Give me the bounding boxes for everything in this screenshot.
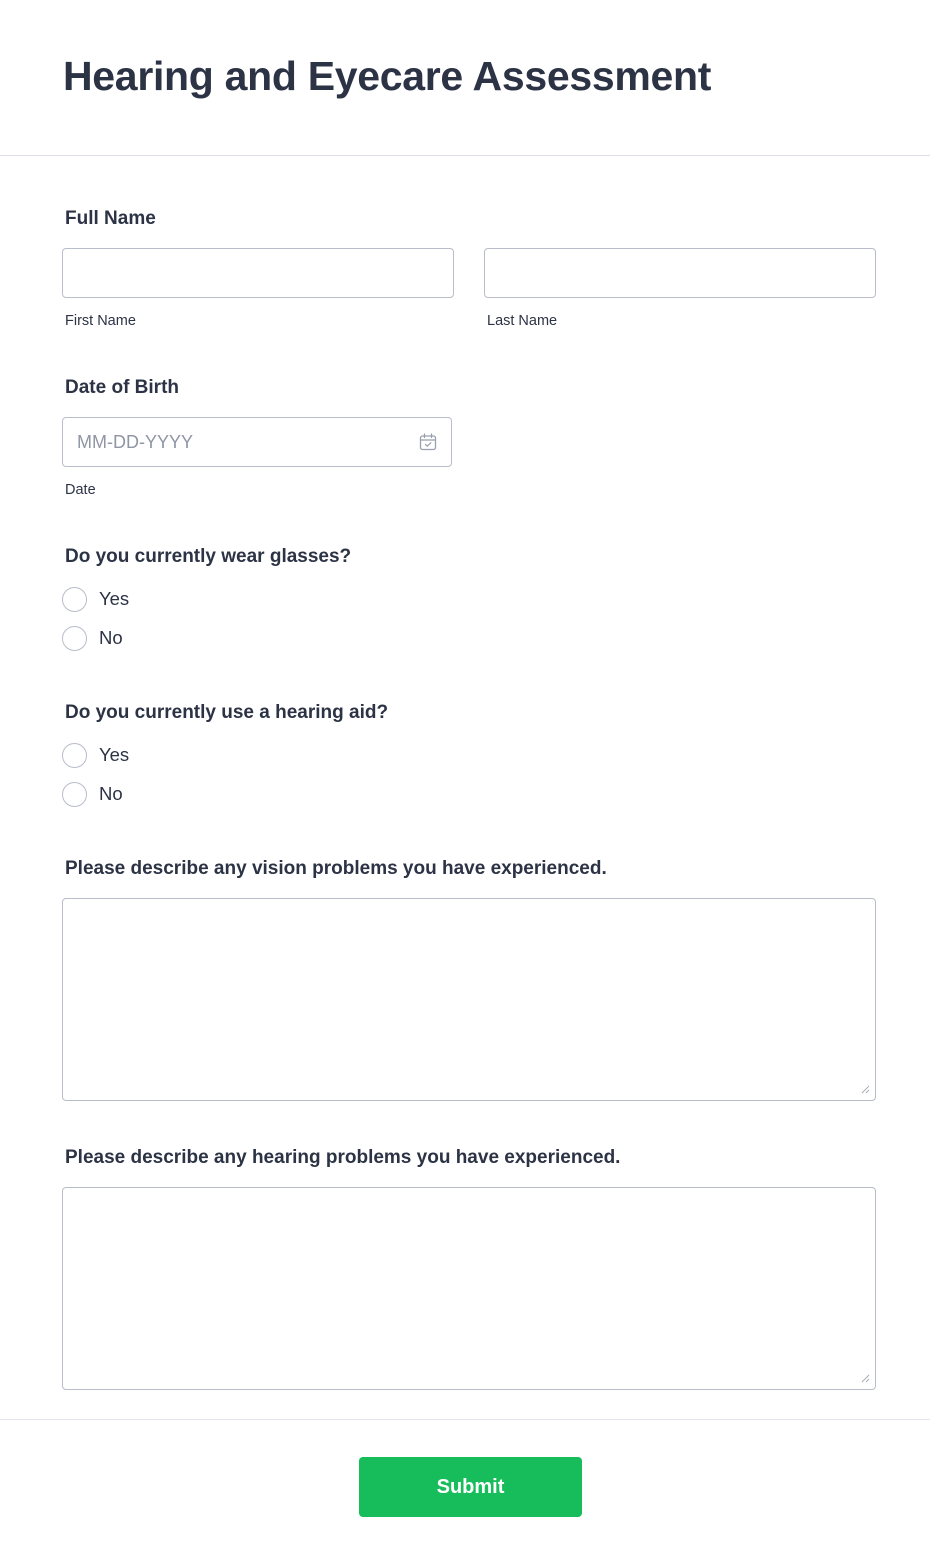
radio-label: Yes [99,744,130,765]
radio-button[interactable] [62,743,87,768]
glasses-question: Do you currently wear glasses? [65,546,352,567]
form-title: Hearing and Eyecare Assessment [63,53,712,99]
radio-button[interactable] [62,782,87,807]
glasses-option-yes[interactable] [62,586,129,612]
glasses-option-no[interactable] [62,625,123,651]
radio-button[interactable] [62,587,87,612]
resize-grip-icon[interactable] [860,1373,870,1383]
radio-label: Yes [99,588,130,609]
hearing-aid-question: Do you currently use a hearing aid? [65,702,389,723]
hearing-aid-option-no[interactable] [62,781,123,807]
form-header [0,0,930,156]
first-name-sublabel: First Name [65,313,136,329]
full-name-label: Full Name [65,208,156,229]
radio-button[interactable] [62,626,87,651]
dob-label: Date of Birth [65,377,179,398]
radio-label: No [99,783,123,804]
radio-label: No [99,627,123,648]
calendar-icon[interactable] [418,432,438,452]
vision-problems-label: Please describe any vision problems you have experienced. [65,858,607,879]
last-name-input[interactable] [484,248,876,298]
resize-grip-icon[interactable] [860,1084,870,1094]
first-name-input[interactable] [62,248,454,298]
last-name-sublabel: Last Name [487,313,558,329]
hearing-aid-option-yes[interactable] [62,742,129,768]
dob-input[interactable] [62,417,452,467]
hearing-problems-label: Please describe any hearing problems you have experienced. [65,1147,621,1168]
dob-sublabel: Date [65,482,96,498]
vision-problems-textarea[interactable] [62,898,876,1101]
hearing-problems-textarea[interactable] [62,1187,876,1390]
footer-divider [0,1419,930,1420]
submit-button[interactable]: Submit [359,1457,582,1517]
